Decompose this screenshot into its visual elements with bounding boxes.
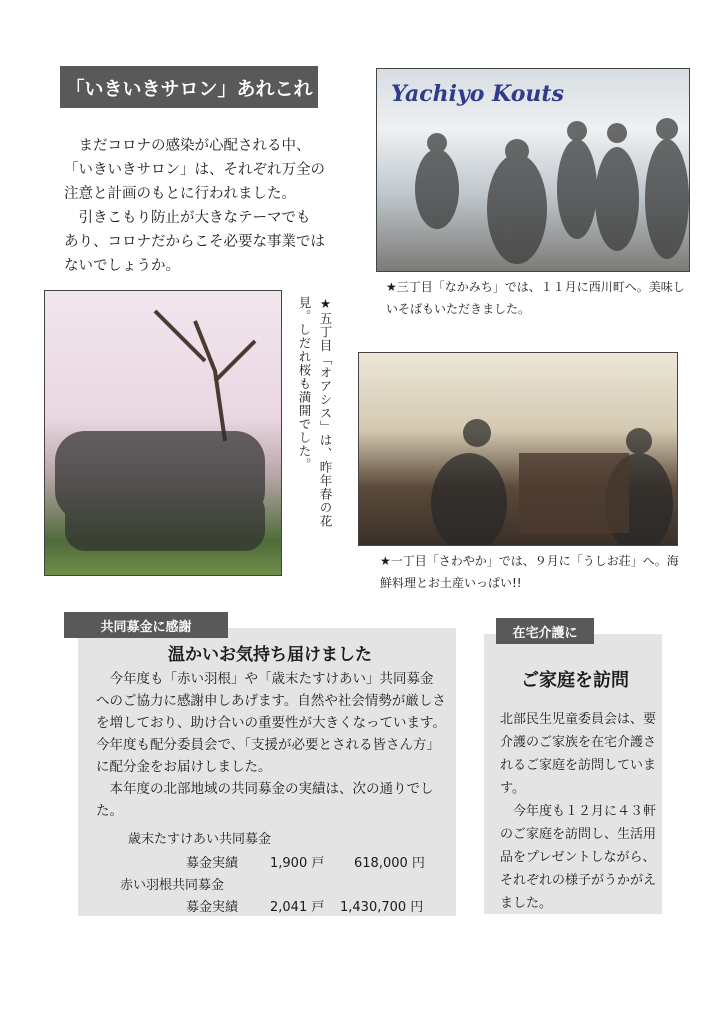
fund-households: 2,041 戸	[270, 900, 325, 915]
photo-dining-hall	[358, 352, 678, 546]
photo-diners	[359, 353, 677, 545]
zaitaku-paragraph: 北部民生児童委員会は、要介護のご家族を在宅介護されるご家庭を訪問しています。	[500, 712, 657, 796]
bus-lettering: Yachiyo Kouts	[391, 81, 564, 107]
fund-households: 1,900 戸	[270, 856, 325, 871]
fund-name: 赤い羽根共同募金	[120, 878, 225, 893]
photo-tree-and-group	[45, 291, 281, 575]
kyodo-paragraph: 今年度も「赤い羽根」や「歳末たすけあい」共同募金へのご協力に感謝申しあげます。自然や社会情勢が厳しさを増しており、助け合いの重要性が大きくなっています。今年度も配分委員会で、「支援が必要とされる皆さん方」に配分金をお届けしました。	[96, 671, 446, 775]
caption-nakamichi: ★三丁目「なかみち」では、１１月に西川町へ。美味しいそばもいただきました。	[386, 280, 685, 316]
kyodo-tag: 共同募金に感謝	[64, 612, 228, 638]
fund-amount: 618,000 円	[354, 856, 425, 871]
caption-sawayaka: ★一丁目「さわやか」では、９月に「うしお荘」へ。海鮮料理とお土産いっぱい!!	[380, 554, 679, 590]
intro-line: ないでしょうか。	[64, 258, 180, 274]
kyodo-body	[96, 668, 446, 822]
page-title: 「いきいきサロン」あれこれ	[60, 66, 318, 108]
zaitaku-paragraph: 今年度も１２月に４３軒のご家庭を訪問し、生活用品をプレゼントしながら、それぞれの様子がうかがえました。	[500, 804, 657, 911]
intro-line: 注意と計画のもとに行われました。	[64, 186, 296, 202]
fund-amount: 1,430,700 円	[340, 900, 424, 915]
intro-text	[64, 134, 354, 278]
kyodo-heading: 温かいお気持ち届けました	[168, 645, 372, 665]
fund-label: 募金実績	[186, 900, 239, 915]
photo-bus-trip	[376, 68, 690, 272]
intro-line: まだコロナの感染が心配される中、	[78, 138, 311, 154]
caption-oasis: ★五丁目「オアシス」は、昨年春の花見。しだれ桜も満開でした。	[297, 296, 333, 528]
kyodo-paragraph: 本年度の北部地域の共同募金の実績は、次の通りでした。	[96, 781, 434, 819]
intro-line: 引きこもり防止が大きなテーマでも	[78, 210, 311, 226]
fund-label: 募金実績	[186, 856, 239, 871]
zaitaku-heading: ご家庭を訪問	[521, 670, 629, 691]
zaitaku-tag: 在宅介護に	[496, 618, 594, 644]
zaitaku-body	[500, 708, 658, 915]
fund-name: 歳末たすけあい共同募金	[128, 832, 272, 847]
photo-sakura-viewing	[44, 290, 282, 576]
intro-line: あり、コロナだからこそ必要な事業では	[64, 234, 325, 250]
intro-line: 「いきいきサロン」は、それぞれ万全の	[64, 162, 325, 178]
photo-people-silhouettes	[377, 69, 689, 271]
